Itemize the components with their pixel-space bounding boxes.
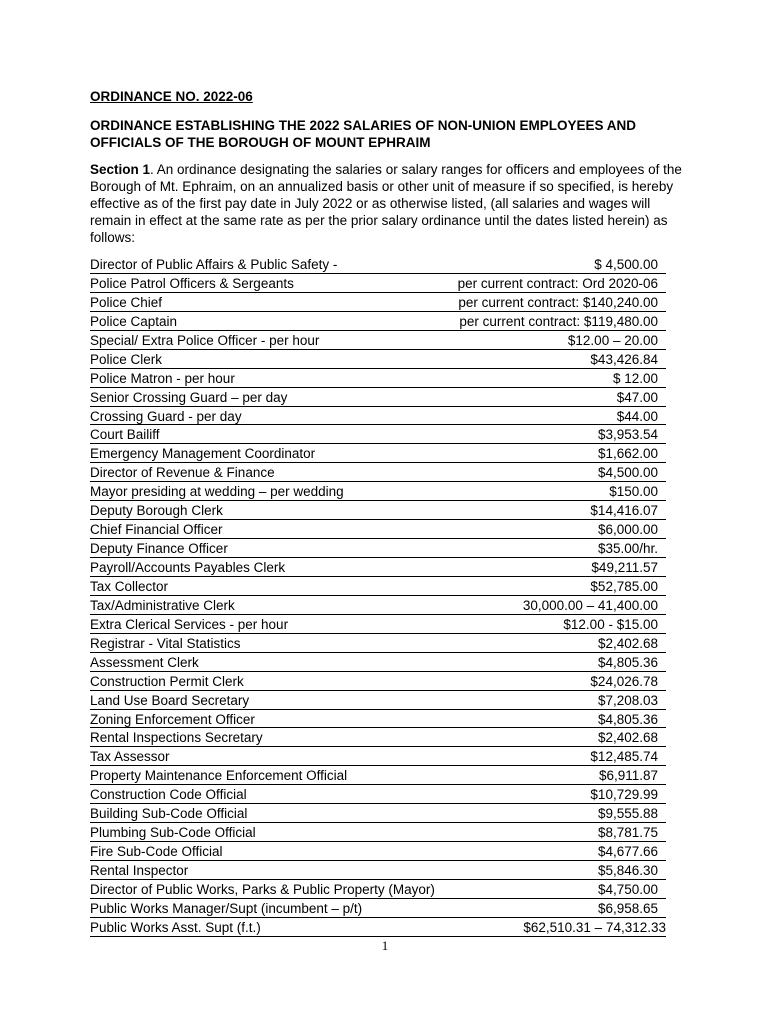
position-title: Property Maintenance Enforcement Official bbox=[90, 768, 348, 784]
salary-amount: $2,402.68 bbox=[597, 730, 658, 746]
position-title: Police Clerk bbox=[90, 351, 163, 367]
position-title: Special/ Extra Police Officer - per hour bbox=[90, 332, 320, 348]
salary-row bbox=[90, 842, 666, 861]
salary-amount: $6,000.00 bbox=[597, 522, 658, 538]
salary-amount: $150.00 bbox=[609, 484, 658, 500]
salary-row bbox=[90, 425, 666, 444]
salary-amount: $5,846.30 bbox=[597, 863, 658, 878]
position-title: Police Chief bbox=[90, 294, 163, 310]
salary-amount: $ 12.00 bbox=[612, 370, 658, 386]
position-title: Land Use Board Secretary bbox=[90, 692, 250, 708]
salary-amount: $43,426.84 bbox=[590, 351, 658, 367]
salary-amount: $4,500.00 bbox=[597, 465, 658, 481]
position-title: Tax Collector bbox=[90, 578, 169, 594]
salary-amount: $4,805.36 bbox=[597, 654, 658, 670]
salary-row bbox=[90, 785, 666, 804]
salary-table bbox=[90, 255, 666, 937]
salary-row bbox=[90, 672, 666, 691]
salary-amount: $7,208.03 bbox=[597, 692, 658, 708]
salary-amount: per current contract: Ord 2020-06 bbox=[457, 275, 658, 291]
section-text: . An ordinance designating the salaries or salary ranges for officers and employees of the Borough of Mt. Ephraim, on an annualized basis or other unit of measure if so specified, is hereby effective as of the first pay date in July 2022 or as otherwise listed, (all salaries and wages will remain in effect at the same rate as per the prior salary ordinance until the dates listed herein) as follows: bbox=[90, 162, 682, 245]
salary-amount: $47.00 bbox=[616, 389, 658, 405]
section-1-paragraph bbox=[90, 161, 690, 246]
salary-amount: $1,662.00 bbox=[597, 446, 658, 462]
salary-amount: $6,958.65 bbox=[597, 900, 658, 916]
salary-row bbox=[90, 331, 666, 350]
salary-row bbox=[90, 274, 666, 293]
salary-row bbox=[90, 634, 666, 653]
salary-amount: $44.00 bbox=[616, 408, 658, 424]
salary-row bbox=[90, 804, 666, 823]
page-number: 1 bbox=[381, 938, 389, 953]
salary-amount: $12.00 - $15.00 bbox=[563, 616, 658, 632]
salary-amount: $12,485.74 bbox=[590, 749, 658, 765]
salary-row bbox=[90, 861, 666, 880]
salary-row bbox=[90, 728, 666, 747]
salary-amount: $ 4,500.00 bbox=[594, 257, 658, 272]
position-title: Tax/Administrative Clerk bbox=[90, 597, 235, 613]
salary-row bbox=[90, 463, 666, 482]
salary-amount: $3,953.54 bbox=[597, 427, 658, 443]
position-title: Senior Crossing Guard – per day bbox=[90, 389, 288, 405]
salary-row bbox=[90, 312, 666, 331]
salary-amount: $62,510.31 – 74,312.33 bbox=[523, 919, 666, 935]
salary-amount: $4,805.36 bbox=[597, 711, 658, 727]
position-title: Fire Sub-Code Official bbox=[90, 844, 223, 860]
salary-amount: 30,000.00 – 41,400.00 bbox=[522, 597, 658, 613]
salary-row bbox=[90, 918, 666, 937]
salary-row bbox=[90, 520, 666, 539]
salary-row bbox=[90, 577, 666, 596]
position-title: Construction Permit Clerk bbox=[90, 673, 244, 689]
salary-row bbox=[90, 501, 666, 520]
position-title: Deputy Borough Clerk bbox=[90, 503, 223, 519]
salary-row bbox=[90, 653, 666, 672]
ordinance-title: ORDINANCE ESTABLISHING THE 2022 SALARIES OF NON-UNION EMPLOYEES AND OFFICIALS OF THE BOROUGH OF MOUNT EPHRAIM bbox=[90, 118, 637, 150]
position-title: Police Matron - per hour bbox=[90, 370, 235, 386]
salary-row bbox=[90, 691, 666, 710]
position-title: Deputy Finance Officer bbox=[90, 541, 228, 557]
salary-row bbox=[90, 369, 666, 388]
position-title: Public Works Manager/Supt (incumbent – p/t) bbox=[90, 900, 363, 916]
position-title: Police Patrol Officers & Sergeants bbox=[90, 275, 294, 291]
salary-row bbox=[90, 255, 666, 274]
position-title: Registrar - Vital Statistics bbox=[90, 635, 241, 651]
salary-row bbox=[90, 747, 666, 766]
salary-row bbox=[90, 350, 666, 369]
salary-amount: $9,555.88 bbox=[597, 806, 658, 822]
position-title: Rental Inspections Secretary bbox=[90, 730, 263, 746]
position-title: Assessment Clerk bbox=[90, 654, 199, 670]
position-title: Plumbing Sub-Code Official bbox=[90, 825, 256, 841]
salary-amount: $4,750.00 bbox=[597, 881, 658, 897]
position-title: Extra Clerical Services - per hour bbox=[90, 616, 289, 632]
salary-row bbox=[90, 880, 666, 899]
position-title: Building Sub-Code Official bbox=[90, 806, 248, 822]
position-title: Public Works Asst. Supt (f.t.) bbox=[90, 919, 261, 935]
salary-row bbox=[90, 899, 666, 918]
position-title: Emergency Management Coordinator bbox=[90, 446, 316, 462]
salary-row bbox=[90, 444, 666, 463]
salary-row bbox=[90, 388, 666, 407]
position-title: Crossing Guard - per day bbox=[90, 408, 242, 424]
salary-amount: $6,911.87 bbox=[598, 768, 658, 784]
position-title: Court Bailiff bbox=[90, 427, 160, 443]
position-title: Tax Assessor bbox=[90, 749, 170, 765]
position-title: Mayor presiding at wedding – per wedding bbox=[90, 484, 344, 500]
position-title: Construction Code Official bbox=[90, 787, 247, 803]
position-title: Chief Financial Officer bbox=[90, 522, 223, 538]
salary-amount: $12.00 – 20.00 bbox=[567, 332, 658, 348]
salary-amount: $24,026.78 bbox=[590, 673, 658, 689]
section-label: Section 1 bbox=[90, 162, 151, 177]
salary-amount: $49,211.57 bbox=[591, 560, 658, 575]
salary-row bbox=[90, 482, 666, 501]
salary-row bbox=[90, 823, 666, 842]
salary-row bbox=[90, 293, 666, 312]
position-title: Director of Revenue & Finance bbox=[90, 465, 275, 481]
salary-row bbox=[90, 710, 666, 729]
salary-row bbox=[90, 407, 666, 426]
position-title: Director of Public Affairs & Public Safety - bbox=[90, 257, 338, 272]
salary-amount: $52,785.00 bbox=[590, 578, 658, 594]
salary-amount: $4,677.66 bbox=[597, 844, 658, 860]
salary-row bbox=[90, 558, 666, 577]
position-title: Rental Inspector bbox=[90, 863, 189, 878]
salary-amount: $10,729.99 bbox=[590, 787, 658, 803]
position-title: Police Captain bbox=[90, 313, 178, 329]
salary-amount: $8,781.75 bbox=[597, 825, 658, 841]
salary-amount: per current contract: $140,240.00 bbox=[458, 294, 658, 310]
salary-amount: per current contract: $119,480.00 bbox=[459, 313, 658, 329]
salary-row bbox=[90, 596, 666, 615]
salary-amount: $14,416.07 bbox=[590, 503, 658, 519]
ordinance-number: ORDINANCE NO. 2022-06 bbox=[90, 89, 253, 104]
position-title: Director of Public Works, Parks & Public Property (Mayor) bbox=[90, 881, 435, 897]
salary-amount: $2,402.68 bbox=[597, 635, 658, 651]
salary-amount: $35.00/hr. bbox=[597, 541, 658, 557]
salary-row bbox=[90, 615, 666, 634]
salary-row bbox=[90, 539, 666, 558]
salary-row bbox=[90, 766, 666, 785]
position-title: Payroll/Accounts Payables Clerk bbox=[90, 560, 286, 575]
position-title: Zoning Enforcement Officer bbox=[90, 711, 255, 727]
